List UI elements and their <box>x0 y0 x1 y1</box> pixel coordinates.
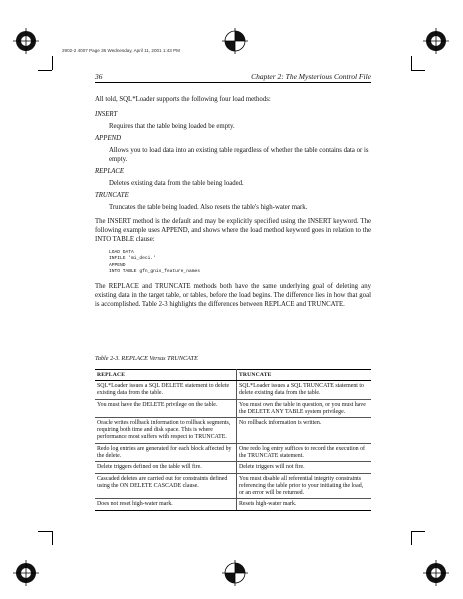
method-def-truncate: Truncates the table being loaded. Also resets the table's high-water mark. <box>109 204 308 211</box>
table-cell: SQL*Loader issues a SQL TRUNCATE statement to delete existing data from the table. <box>237 381 372 400</box>
crop-mark <box>411 531 425 532</box>
table-cell: Does not reset high-water mark. <box>95 499 237 511</box>
table-cell: Oracle writes rollback information to rollback segments, requiring both time and disk space. This is where performance most suffers with respect to TRUNCATE. <box>95 418 237 444</box>
crop-mark <box>52 56 53 70</box>
table-cell: You must have the DELETE privilege on the table. <box>95 399 237 418</box>
table-row <box>95 499 371 511</box>
table-row <box>95 443 371 462</box>
table-cell: No rollback information is written. <box>237 418 372 444</box>
table-cell: Cascaded deletes are carried out for constraints defined using the ON DELETE CASCADE clause. <box>95 473 237 499</box>
code-line: INFILE 'mi_deci.' <box>109 256 156 262</box>
code-line: APPEND <box>109 262 126 268</box>
method-term-insert: INSERT <box>95 111 118 118</box>
crop-mark <box>52 531 53 545</box>
method-def-append: Allows you to load data into an existing table regardless of whether the table contains data or is empty. <box>109 147 369 164</box>
registration-mark-bottom-center <box>222 560 248 586</box>
printer-slug: 2902-2 4007 Page 36 Wednesday, April 11, 2001 1:43 PM <box>62 48 180 53</box>
table-cell: Delete triggers will not fire. <box>237 462 372 474</box>
table-row <box>95 418 371 444</box>
registration-mark-bottom-left <box>13 560 39 586</box>
code-line: INTO TABLE gfn_gnis_feature_names <box>109 269 200 275</box>
table-cell: Delete triggers defined on the table will fire. <box>95 462 237 474</box>
code-line: LOAD DATA <box>109 250 134 255</box>
table-caption: Table 2-3. REPLACE Versus TRUNCATE <box>95 355 198 362</box>
table-row <box>95 399 371 418</box>
table-cell: Resets high-water mark. <box>237 499 372 511</box>
table-row <box>95 462 371 474</box>
crop-mark <box>411 56 412 70</box>
column-header-truncate: TRUNCATE <box>237 370 372 381</box>
registration-mark-top-right <box>423 28 449 54</box>
code-block <box>109 250 200 276</box>
insert-paragraph: The INSERT method is the default and may be explicitly specified using the INSERT keyword. The following example uses APPEND, and shows where the load method keyword goes in relation to the INTO TABLE clause: <box>95 218 371 244</box>
registration-mark-top-left <box>13 28 39 54</box>
table-cell: One redo log entry suffices to record the execution of the TRUNCATE statement. <box>237 443 372 462</box>
method-term-truncate: TRUNCATE <box>95 192 129 199</box>
intro-paragraph: All told, SQL*Loader supports the following four load methods: <box>95 96 271 103</box>
table-cell: Redo log entries are generated for each block affected by the delete. <box>95 443 237 462</box>
page-number: 36 <box>95 72 103 81</box>
column-header-replace: REPLACE <box>95 370 237 381</box>
crop-mark <box>411 531 412 545</box>
crop-mark <box>38 531 52 532</box>
registration-mark-bottom-right <box>423 560 449 586</box>
table-cell: You must disable all referential integrity constraints referencing the table prior to your initiating the load, or an error will be returned. <box>237 473 372 499</box>
replace-paragraph: The REPLACE and TRUNCATE methods both have the same underlying goal of deleting any existing data in the target table, or tables, before the load begins. The difference lies in how that goal is accomplished. Table 2-3 highlights the differences between REPLACE and TRUNCATE. <box>95 283 371 309</box>
table-cell: You must own the table in question, or you must have the DELETE ANY TABLE system privilege. <box>237 399 372 418</box>
crop-mark <box>38 70 52 71</box>
comparison-table <box>95 369 371 511</box>
method-def-insert: Requires that the table being loaded be empty. <box>109 123 235 130</box>
method-term-replace: REPLACE <box>95 168 125 175</box>
method-def-replace: Deletes existing data from the table being loaded. <box>109 180 244 187</box>
chapter-title: Chapter 2: The Mysterious Control File <box>251 72 371 81</box>
method-term-append: APPEND <box>95 135 122 142</box>
table-row <box>95 473 371 499</box>
registration-mark-top-center <box>222 28 248 54</box>
crop-mark <box>411 70 425 71</box>
table-row <box>95 381 371 400</box>
table-cell: SQL*Loader issues a SQL DELETE statement to delete existing data from the table. <box>95 381 237 400</box>
table-header-row <box>95 370 371 381</box>
running-header <box>95 71 371 83</box>
